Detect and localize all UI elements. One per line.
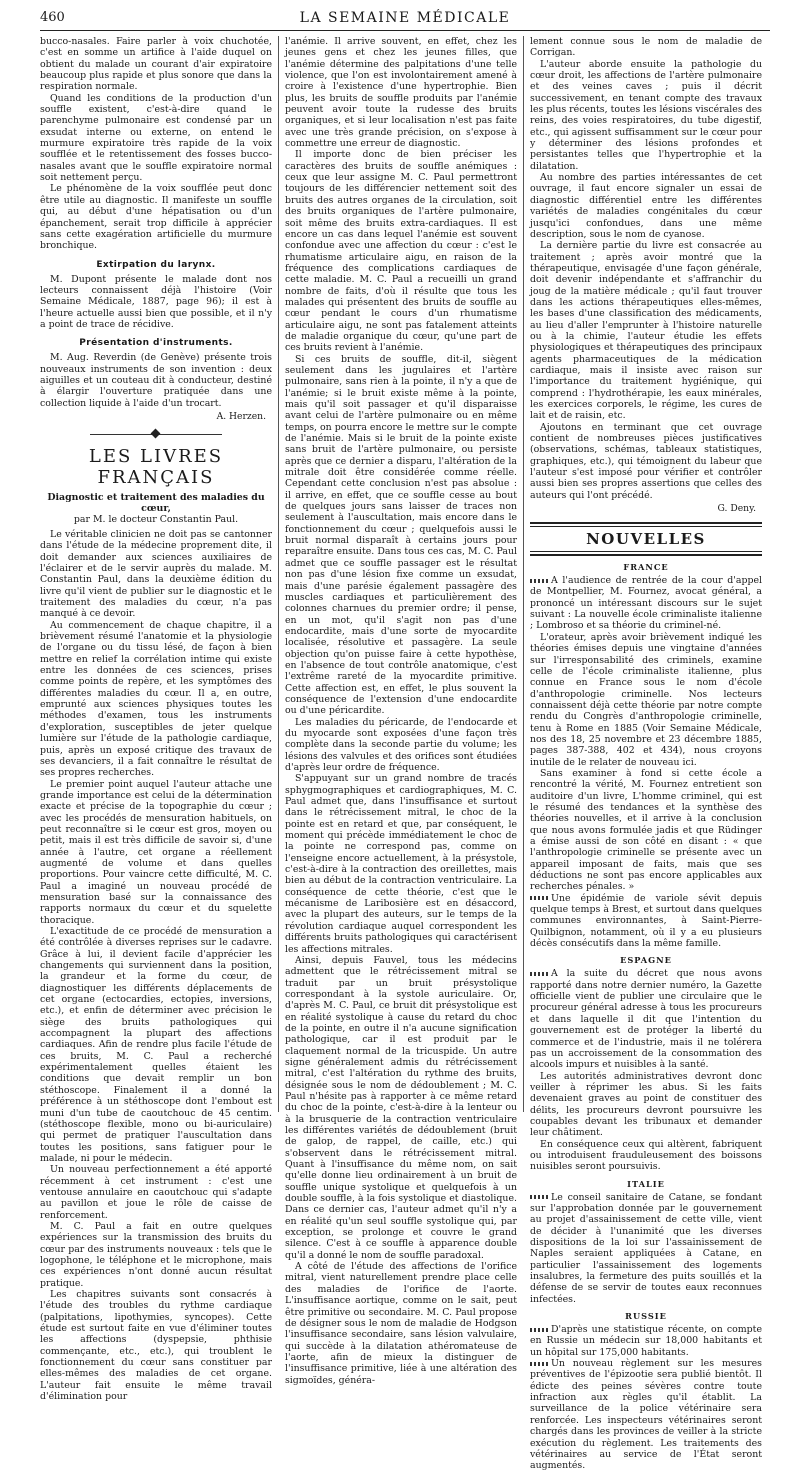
paragraph: M. C. Paul a fait en outre quelques expériences sur la transmission des bruits du cœur par des instruments nouveaux : tels que le logophone, le téléphone et le microphone, mais ces expériences n'ont donné aucun résultat pratique. (40, 1220, 272, 1289)
dash-mark-icon (530, 1195, 548, 1199)
column-3 (530, 36, 762, 1472)
paragraph: En conséquence ceux qui altèrent, fabriquent ou introduisent frauduleusement des boissons nuisibles seront poursuivis. (530, 1138, 762, 1173)
news-item (530, 893, 762, 950)
section-heading-instruments: Présentation d'instruments. (79, 338, 233, 349)
paragraph: A côté de l'étude des affections de l'orifice mitral, vient naturellement prendre place celle des maladies de l'orifice de l'aorte. L'insuffisance aortique, comme on le sait, peut être primitive ou secondaire. M. C. Paul propose de désigner sous le nom de maladie de Hodgson l'insuffisance secondaire, sans lésion valvulaire, qui succède à la dilatation athéromateuse de l'aorte, afin de mieux la distinguer de l'insuffisance primitive, liée à une altération des sigmoïdes, généra- (285, 1261, 517, 1386)
paragraph: L'auteur aborde ensuite la pathologie du cœur droit, les affections de l'artère pulmonaire et des veines caves ; puis il décrit successivement, en tenant compte des travaux les plus récents, toutes les lésions viscérales des reins, des voies respiratoires, du tube digestif, etc., qui agissent suffisamment sur le cœur pour y déterminer des lésions profondes et persistantes telles que l'hypertrophie et la dilatation. (530, 58, 762, 172)
paragraph: Ainsi, depuis Fauvel, tous les médecins admettent que le rétrécissement mitral se traduit par un bruit présystolique correspondant à la systole auriculaire. Or, d'après M. C. Paul, ce bruit dit présystolique est en réalité systolique à cause du retard du choc de la pointe, en outre il n'a aucune signification pathologique, car il est produit par le claquement normal de la tricuspide. Un autre signe généralement admis du rétrécissement mitral, c'est l'altération du rythme des bruits, désignée sous le nom de dédoublement ; M. C. Paul n'hésite pas à rapporter à ce même retard du choc de la pointe, c'est-à-dire à la lenteur ou à la brusquerie de la contraction ventriculaire les différentes variétés de dédoublement (bruit de galop, de rappel, de caille, etc.) qui s'observent dans le rétrécissement mitral. Quant à l'insuffisance du même nom, on sait qu'elle donne lieu ordinairement à un bruit de souffle unique systolique et quelquefois à un double souffle, à la fois systolique et diastolique. Dans ce dernier cas, l'auteur admet qu'il n'y a en réalité qu'un seul souffle systolique qui, par exception, se prolonge et couvre le grand silence. C'est à ce souffle à apparence double qu'il a donné le nom de souffle paradoxal. (285, 954, 517, 1261)
column-2 (285, 36, 517, 1386)
country-heading-italie: ITALIE (627, 1178, 665, 1189)
news-item-text: Un nouveau règlement sur les mesures préventives de l'épizootie sera publié bientôt. Il édicte des peines sévères contre toute infraction aux règles qu'il établit. La surveillance de la police vétérinaire sera renforcée. Les inspecteurs vétérinaires seront chargés dans les provinces de veiller à la stricte exécution du règlement. Les traitements des vétérinaires au service de l'État seront augmentés. (530, 1358, 762, 1472)
column-rule-right (523, 36, 524, 1112)
paragraph: Le phénomène de la voix soufflée peut donc être utile au diagnostic. Il manifeste un souffle qui, au début d'une hépatisation ou d'un épanchement, serait trop difficile à apprécier sans cette exagération artificielle du murmure bronchique. (40, 183, 272, 252)
news-item-text: Le conseil sanitaire de Catane, se fondant sur l'approbation donnée par le gouvernement au projet d'assainissement de cette ville, vient de décider à l'unanimité que les diverses dispositions de la loi sur l'assainissement de Naples seraient appliquées à Catane, en particulier l'assainissement des logements insalubres, la fermeture des puits souillés et la défense de se servir de toutes eaux reconnues infectées. (530, 1191, 762, 1305)
dash-mark-icon (530, 896, 548, 900)
news-title: NOUVELLES (530, 526, 762, 552)
country-heading-russie: RUSSIE (625, 1311, 667, 1322)
journal-title: LA SEMAINE MÉDICALE (299, 10, 511, 26)
section-title-books: LES LIVRES FRANÇAIS (88, 445, 224, 488)
country-heading-espagne: ESPAGNE (620, 955, 672, 966)
paragraph: Les maladies du péricarde, de l'endocarde et du myocarde sont exposées d'une façon très complète dans la seconde partie du volume; les lésions des valvules et des orifices sont étudiées d'après leur ordre de fréquence. (285, 716, 517, 773)
paragraph: Un nouveau perfectionnement a été apporté récemment à cet instrument : c'est une ventouse annulaire en caoutchouc qui s'adapte au pavillon et joue le rôle de caisse de renforcement. (40, 1164, 272, 1221)
paragraph: Le véritable clinicien ne doit pas se cantonner dans l'étude de la médecine proprement dite, il doit demander aux sciences auxiliaires de l'éclairer et de le servir auprès du malade. M. Constantin Paul, dans la deuxième édition du livre qu'il vient de publier sur le diagnostic et le traitement des maladies du cœur, n'a pas manqué à ce devoir. (40, 528, 272, 620)
news-item-text: D'après une statistique récente, on compte en Russie un médecin sur 18,000 habitants et un hôpital sur 175,000 habitants. (530, 1324, 762, 1358)
news-item-text: A la suite du décret que nous avons rapporté dans notre dernier numéro, la Gazette officielle vient de publier une circulaire que le procureur général adresse à tous les procureurs et dans laquelle il dit que l'intention du gouvernement est de protéger la liberté du commerce et de l'industrie, mais il ne tolérera pas un accroissement de la consommation des alcools impurs et nuisibles à la santé. (530, 968, 762, 1071)
country-heading-france: FRANCE (623, 562, 669, 573)
paragraph: Quand les conditions de la production d'un souffle existent, c'est-à-dire quand le parenchyme pulmonaire est condensé par un exsudat interne ou externe, on entend le murmure expiratoire très rapide de la voix soufflée et le retentissement des fosses bucco-nasales avant que le souffle expiratoire normal soit nettement perçu. (40, 92, 272, 184)
article-columns (40, 36, 770, 1472)
paragraph-dupont: M. Dupont présente le malade dont nos lecteurs connaissent déjà l'histoire (Voir Semaine Médicale, 1887, page 96); il est à l'heure actuelle aussi bien que possible, et il n'y a point de trace de récidive. (40, 273, 272, 330)
news-item-text: A l'audience de rentrée de la cour d'appel de Montpellier, M. Fournez, avocat général, a prononcé un intéressant discours sur le sujet suivant : La nouvelle école criminaliste italienne ; Lombroso et sa théorie du criminel-né. (530, 575, 762, 632)
news-item-text: Une épidémie de variole sévit depuis quelque temps à Brest, et surtout dans quelques communes environnantes, à Saint-Pierre-Quilbignon, notamment, où il y a eu plusieurs décès consécutifs dans la même famille. (530, 892, 762, 950)
book-author: par M. le docteur Constantin Paul. (73, 513, 239, 525)
paragraph: Si ces bruits de souffle, dit-il, siègent seulement dans les jugulaires et l'artère pulmonaire, sans rien à la pointe, il n'y a que de l'anémie; si le bruit existe même à la pointe, mais qu'il soit passager et qu'il disparaisse avant celui de l'artère pulmonaire ou en même temps, on pourra encore le mettre sur le compte de l'anémie. Mais si le bruit de la pointe existe sans bruit de l'artère pulmonaire, ou persiste après que ce dernier a disparu, l'altération de la mitrale doit être considérée comme réelle. Cependant cette conclusion n'est pas absolue : il arrive, en effet, que ce souffle cesse au bout de quelques jours sans laisser de traces non seulement à l'auscultation, mais encore dans le fonctionnement du cœur ; quelquefois aussi le bruit normal disparaît à certains jours pour reparaître ensuite. Dans tous ces cas, M. C. Paul admet que ce souffle passager est le résultat non pas d'une lésion fixe comme un exsudat, mais d'une parésie également passagère des muscles cardiaques et particulièrement des colonnes charnues du premier ordre; il pense, en un mot, qu'il s'agit non pas d'une endocardite, mais d'une sorte de myocardite localisée, résolutive et passagère. La seule objection qu'on puisse faire à cette hypothèse, en l'absence de tout contrôle anatomique, c'est l'extrême rareté de la myocardite primitive. Cette affection est, en effet, le plus souvent la conséquence de l'extension d'une endocardite ou d'une péricardite. (285, 353, 517, 717)
paragraph: La dernière partie du livre est consacrée au traitement ; après avoir montré que la thérapeutique, envisagée d'une façon générale, doit devenir indépendante et s'affranchir du joug de la matière médicale ; qu'il faut trouver dans les actions thérapeutiques elles-mêmes, les bases d'une classification des médicaments, au lieu d'aller l'emprunter à l'histoire naturelle ou à la chimie, l'auteur étudie les effets physiologiques et thérapeutiques des principaux agents pharmaceutiques de la médication cardiaque, mais il insiste avec raison sur l'importance du traitement hygiénique, qui comprend : l'hydrothérapie, les eaux minérales, les exercices corporels, le régime, les cures de lait et de raisin, etc. (530, 240, 762, 422)
paragraph: bucco-nasales. Faire parler à voix chuchotée, c'est en somme un artifice à l'aide duquel on obtient du malade un courant d'air expiratoire beaucoup plus rapide et plus sonore que dans la respiration normale. (40, 36, 272, 93)
news-item (530, 968, 762, 1070)
paragraph: l'anémie. Il arrive souvent, en effet, chez les jeunes gens et chez les jeunes filles, que l'anémie détermine des palpitations d'une telle violence, que l'on est involontairement amené à croire à l'existence d'une hypertrophie. Bien plus, les bruits de souffle produits par l'anémie peuvent avoir toute la rudesse des bruits organiques, et si leur localisation n'est pas faite avec une très grande précision, on s'expose à commettre une erreur de diagnostic. (285, 36, 517, 150)
book-title: Diagnostic et traitement des maladies du cœur, (47, 491, 265, 514)
paragraph: Sans examiner à fond si cette école a rencontré la vérité, M. Fournez entretient son auditoire d'un livre, L'homme criminel, qui est le résumé des tendances et la synthèse des théories nouvelles, et il arrive à la conclusion que nous avons formulée jadis et que Rüdinger a émise aussi de son côté en disant : « que l'anthropologie criminelle se présente avec un appareil imposant de faits, mais que ses déductions ne sont pas encore applicables aux recherches pénales. » (530, 767, 762, 893)
author-signature: G. Deny. (717, 503, 756, 515)
paragraph: Le premier point auquel l'auteur attache une grande importance est celui de la détermination exacte et précise de la topographie du cœur ; avec les procédés de mensuration habituels, on peut reconnaître si le cœur est gros, moyen ou petit, mais il est très difficile de savoir si, d'une année à l'autre, cet organe a réellement augmenté de volume et dans quelles proportions. Pour vaincre cette difficulté, M. C. Paul a imaginé un nouveau procédé de mensuration basé sur la connaissance des rapports normaux du cœur et du squelette thoracique. (40, 778, 272, 926)
ornament-divider (40, 428, 272, 440)
news-item (530, 575, 762, 632)
paragraph: L'orateur, après avoir brièvement indiqué les théories émises depuis une vingtaine d'années sur l'irresponsabilité des criminels, examine celle de l'école criminaliste italienne, plus connue en France sous le nom d'école d'anthropologie criminelle. Nos lecteurs connaissent déjà cette théorie par notre compte rendu du Congrès d'anthropologie criminelle, tenu à Rome en 1885 (Voir Semaine Médicale, nos des 18, 25 novembre et 23 décembre 1885, pages 387-388, 402 et 434), nous croyons inutile de le relater de nouveau ici. (530, 631, 762, 768)
author-signature: A. Herzen. (216, 410, 266, 422)
news-item (530, 1324, 762, 1358)
paragraph: lement connue sous le nom de maladie de Corrigan. (530, 36, 762, 59)
dash-mark-icon (530, 579, 548, 583)
page-header (40, 8, 770, 31)
news-item (530, 1192, 762, 1305)
paragraph: S'appuyant sur un grand nombre de tracés sphygmographiques et cardiographiques, M. C. Paul admet que, dans l'insuffisance et surtout dans le rétrécissement mitral, le choc de la pointe est en retard et que, par conséquent, le moment qui précède immédiatement le choc de la pointe ne correspond pas, comme on l'enseigne encore actuellement, à la présystole, c'est-à-dire à la contraction des oreillettes, mais bien au début de la contraction ventriculaire. La conséquence de cette théorie, c'est que le mécanisme de Laribosière est en désaccord, avec la plupart des auteurs, sur le temps de la révolution cardiaque auquel correspondent les différents bruits pathologiques qui caractérisent les affections mitrales. (285, 773, 517, 955)
column-1 (40, 36, 272, 1403)
section-heading-larynx: Extirpation du larynx. (96, 259, 216, 270)
paragraph-reverdin: M. Aug. Reverdin (de Genève) présente trois nouveaux instruments de son invention : deux aiguilles et un couteau dit à conducteur, destiné à élargir l'ouverture pratiquée dans une collection liquide à l'aide d'un trocart. (40, 352, 272, 409)
paragraph: Les autorités administratives devront donc veiller à réprimer les abus. Si les faits devenaient graves au point de constituer des délits, les procureurs devront poursuivre les coupables devant les tribunaux et demander leur châtiment. (530, 1070, 762, 1139)
paragraph: Il importe donc de bien préciser les caractères des bruits de souffle anémiques : ceux que leur assigne M. C. Paul permettront toujours de les différencier nettement soit des bruits des autres organes de la circulation, soit des bruits organiques de l'artère pulmonaire, soit même des bruits extra-cardiaques. Il est encore un cas dans lequel l'anémie est souvent confondue avec une affection du cœur : c'est le rhumatisme articulaire aigu, en raison de la fréquence des complications cardiaques de cette maladie. M. C. Paul a recueilli un grand nombre de faits, d'où il résulte que tous les malades qui présentent des bruits de souffle au cœur pendant le cours d'un rhumatisme articulaire aigu, ne sont pas fatalement atteints de maladie organique du cœur, qu'une part de ces bruits revient à l'anémie. (285, 149, 517, 354)
paragraph: Au commencement de chaque chapitre, il a brièvement résumé l'anatomie et la physiologie de l'organe ou du tissu lésé, de façon à bien mettre en relief la corrélation intime qui existe entre les données de ces sciences, prises comme points de repère, et les symptômes des différentes maladies du cœur. Il a, en outre, emprunté aux sciences physiques toutes les méthodes d'examen, tous les instruments d'exploration, susceptibles de jeter quelque lumière sur l'étude de la pathologie cardiaque, puis, après un exposé critique des travaux de ses devanciers, il a fait connaître le résultat de ses propres recherches. (40, 619, 272, 779)
book-subtitle (40, 492, 272, 525)
paragraph: Au nombre des parties intéressantes de cet ouvrage, il faut encore signaler un essai de diagnostic différentiel entre les différentes variétés de maladies congénitales du cœur jusqu'ici confondues, dans une même description, sous le nom de cyanose. (530, 172, 762, 240)
dash-mark-icon (530, 1362, 548, 1366)
dash-mark-icon (530, 972, 548, 976)
paragraph: Ajoutons en terminant que cet ouvrage contient de nombreuses pièces justificatives (observations, schémas, tableaux statistiques, graphiques, etc.), qui témoignent du labeur que l'auteur s'est imposé pour vérifier et contrôler aussi bien ses propres assertions que celles des auteurs qui l'ont précédé. (530, 421, 762, 501)
column-rule-left (278, 36, 279, 1112)
paragraph: L'exactitude de ce procédé de mensuration a été contrôlée à diverses reprises sur le cadavre. Grâce à lui, il devient facile d'apprécier les changements qui surviennent dans la position, la grandeur et la forme du cœur, de diagnostiquer les différents déplacements de cet organe (ectocardies, ectopies, inversions, etc.), et enfin de déterminer avec précision le siège des bruits pathologiques qui accompagnent la plupart des affections cardiaques. Afin de rendre plus facile l'étude de ces bruits, M. C. Paul a recherché expérimentalement quelles étaient les conditions que devait remplir un bon stéthoscope. Finalement il a donné la préférence à un stéthoscope dont l'embout est muni d'un tube de caoutchouc de 45 centim. (stéthoscope flexible, mono ou bi-auriculaire) qui permet de pratiquer l'auscultation dans toutes les positions, sans fatiguer pour le malade, ni pour le médecin. (40, 926, 272, 1164)
news-item (530, 1358, 762, 1471)
page-number: 460 (40, 10, 65, 25)
paragraph: Les chapitres suivants sont consacrés à l'étude des troubles du rythme cardiaque (palpitations, lipothymies, syncopes). Cette étude est surtout faite en vue d'éliminer toutes les affections (dyspepsie, phthisie commençante, etc., etc.), qui troublent le fonctionnement du cœur sans constituer par elles-mêmes des maladies de cet organe. L'auteur fait ensuite le même travail d'élimination pour (40, 1289, 272, 1403)
dash-mark-icon (530, 1328, 548, 1332)
news-banner (530, 522, 762, 556)
